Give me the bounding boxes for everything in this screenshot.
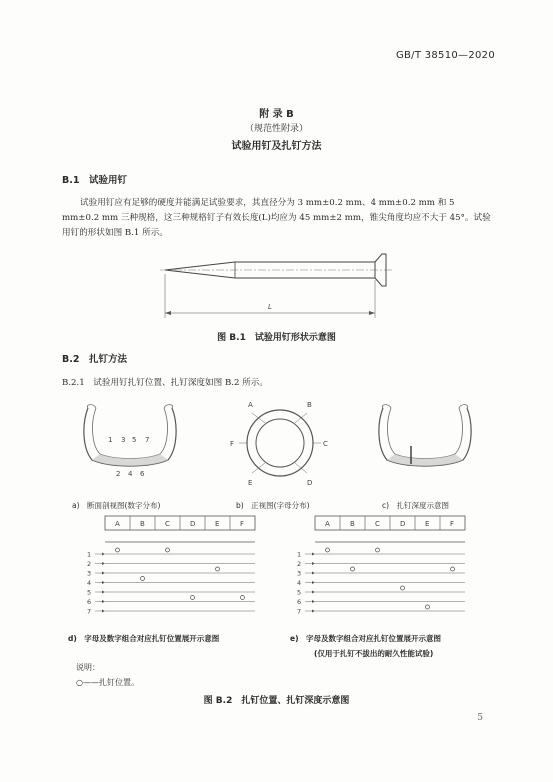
bottom-number: 4	[128, 470, 133, 478]
figure-b2-caption: 图 B.2 扎钉位置、扎钉深度示意图	[203, 696, 350, 706]
nail-position-marker	[326, 548, 330, 552]
section-b1-text: 试验用钉应有足够的硬度并能满足试验要求，其直径分为 3 mm±0.2 mm、4 mm±0.2 mm 和 5 mm±0.2 mm 三种规格，这三种规格钉子有效长度(L)均应为 45 mm±2 mm，锥尖角度均应不大于 45°。试验用钉的形状如图 B.1 所示。	[62, 198, 491, 238]
column-letter: C	[165, 520, 170, 528]
nail-position-marker	[401, 586, 405, 590]
ring-letter: B	[307, 401, 312, 409]
section-b1-heading: B.1 试验用钉	[62, 175, 127, 186]
figure-b1-caption: 图 B.1 试验用钉形状示意图	[217, 333, 336, 343]
top-number: 1	[108, 436, 113, 444]
position-grid-d	[85, 514, 265, 619]
row-number: 4	[297, 579, 302, 587]
nail-position-marker	[116, 548, 120, 552]
row-arrow	[102, 600, 105, 603]
column-letter: F	[450, 520, 455, 528]
row-arrow	[102, 572, 105, 575]
row-arrow	[102, 610, 105, 613]
row-arrow	[102, 562, 105, 565]
nail-position-marker	[166, 548, 170, 552]
caption-c: c) 扎钉深度示意图	[382, 501, 450, 510]
caption-d: d) 字母及数字组合对应扎钉位置展开示意图	[68, 634, 220, 643]
top-number: 5	[132, 436, 137, 444]
ring-letter: F	[230, 440, 235, 448]
row-arrow	[312, 581, 315, 584]
row-arrow	[312, 572, 315, 575]
top-number: 7	[145, 436, 150, 444]
row-arrow	[102, 581, 105, 584]
column-letter: E	[215, 520, 220, 528]
row-number: 7	[297, 607, 302, 616]
top-number: 3	[121, 436, 126, 444]
column-letter: D	[190, 520, 196, 528]
nail-position-marker	[351, 567, 355, 571]
row-arrow	[312, 600, 315, 603]
row-arrow	[102, 591, 105, 594]
nail-position-marker	[451, 567, 455, 571]
nail-position-marker	[241, 596, 245, 600]
row-arrow	[312, 553, 315, 556]
nail-position-marker	[426, 605, 430, 609]
row-arrow	[312, 591, 315, 594]
row-number: 5	[87, 588, 92, 597]
standard-number: GB/T 38510—2020	[395, 50, 495, 61]
caption-b: b) 正视图(字母分布)	[236, 501, 310, 510]
bottom-number: 2	[116, 470, 121, 478]
row-number: 5	[297, 588, 302, 597]
row-arrow	[102, 553, 105, 556]
appendix-name: 试验用钉及扎钉方法	[231, 141, 322, 152]
ring-letter: E	[248, 479, 253, 487]
nail-length-label: L	[268, 303, 272, 311]
row-number: 1	[87, 550, 92, 559]
row-number: 6	[87, 598, 92, 606]
section-b2-heading: B.2 扎钉方法	[62, 354, 127, 365]
caption-e-note: (仅用于扎钉不拔出的耐久性能试验)	[314, 649, 434, 658]
section-b21-text: B.2.1 试验用钉扎钉位置、扎钉深度如图 B.2 所示。	[62, 378, 268, 388]
caption-a: a) 断面剖视图(数字分布)	[72, 501, 161, 510]
nail-position-marker	[141, 577, 145, 581]
nail-diagram	[160, 252, 400, 327]
column-letter: A	[325, 520, 330, 528]
row-arrow	[312, 610, 315, 613]
nail-position-marker	[376, 548, 380, 552]
row-number: 7	[87, 607, 92, 616]
front-view-ring	[225, 393, 335, 493]
column-letter: B	[140, 520, 145, 528]
row-number: 6	[297, 598, 302, 606]
column-letter: D	[400, 520, 406, 528]
ring-letter: A	[248, 401, 253, 409]
depth-diagram	[375, 398, 475, 478]
row-number: 3	[297, 569, 302, 578]
nail-position-marker	[216, 567, 220, 571]
nail-position-marker	[191, 596, 195, 600]
row-number: 1	[297, 550, 302, 559]
note-label: 说明：	[76, 663, 100, 672]
row-number: 2	[297, 560, 302, 568]
row-number: 4	[87, 579, 92, 587]
appendix-subtitle: （规范性附录）	[244, 124, 308, 134]
ring-letter: D	[307, 479, 313, 487]
page-number: 5	[477, 713, 483, 723]
row-arrow	[312, 562, 315, 565]
column-letter: C	[375, 520, 380, 528]
ring-letter: C	[323, 440, 328, 448]
column-letter: A	[115, 520, 120, 528]
appendix-title: 附 录 B	[259, 109, 294, 120]
note-item: ○——扎钉位置。	[76, 678, 139, 687]
caption-e: e) 字母及数字组合对应扎钉位置展开示意图	[290, 634, 442, 643]
column-letter: E	[425, 520, 430, 528]
position-grid-e	[295, 514, 475, 619]
bottom-number: 6	[140, 470, 145, 478]
row-number: 2	[87, 560, 92, 568]
column-letter: F	[240, 520, 245, 528]
column-letter: B	[350, 520, 355, 528]
row-number: 3	[87, 569, 92, 578]
cross-section-diagram	[80, 398, 180, 478]
